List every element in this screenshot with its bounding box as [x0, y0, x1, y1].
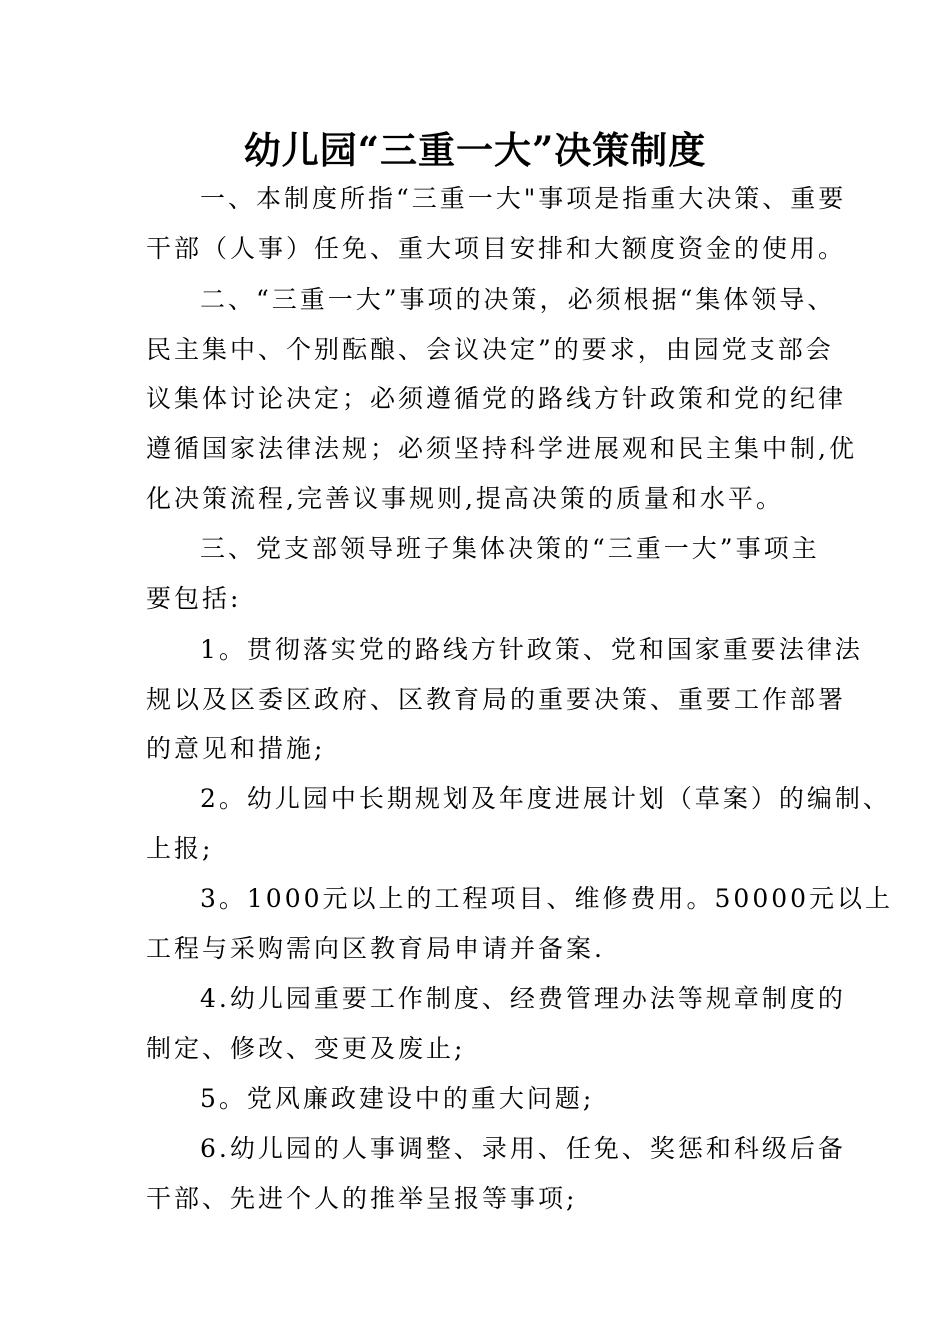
paragraph-2-line-1: 二、“三重一大”事项的决策，必须根据“集体领导、 — [200, 285, 836, 314]
item-5-line-1: 5。党风廉政建设中的重大问题; — [200, 1084, 595, 1113]
item-3-line-1: 3。1000元以上的工程项目、维修费用。50000元以上 — [200, 884, 894, 913]
paragraph-3-line-2: 要包括: — [146, 584, 242, 613]
document-title: 幼儿园“三重一大”决策制度 — [243, 128, 707, 172]
paragraph-2-line-5: 化决策流程,完善议事规则,提高决策的质量和水平。 — [146, 484, 784, 513]
paragraph-3-line-1: 三、党支部领导班子集体决策的“三重一大”事项主 — [200, 534, 820, 563]
paragraph-2-line-2: 民主集中、个别酝酿、会议决定”的要求，由园党支部会 — [146, 335, 834, 364]
item-6-line-1: 6.幼儿园的人事调整、录用、任免、奖惩和科级后备 — [200, 1134, 846, 1163]
item-1-line-1: 1。贯彻落实党的路线方针政策、党和国家重要法律法 — [200, 635, 863, 664]
item-6-line-2: 干部、先进个人的推举呈报等事项; — [146, 1184, 578, 1213]
paragraph-1-line-1: 一、本制度所指“三重一大"事项是指重大决策、重要 — [200, 184, 847, 213]
paragraph-1-line-2: 干部（人事）任免、重大项目安排和大额度资金的使用。 — [146, 234, 847, 263]
item-3-line-2: 工程与采购需向区教育局申请并备案. — [146, 934, 605, 963]
item-2-line-1: 2。幼儿园中长期规划及年度进展计划（草案）的编制、 — [200, 784, 891, 813]
item-4-line-1: 4.幼儿园重要工作制度、经费管理办法等规章制度的 — [200, 984, 846, 1013]
item-4-line-2: 制定、修改、变更及废止; — [146, 1034, 466, 1063]
paragraph-2-line-3: 议集体讨论决定；必须遵循党的路线方针政策和党的纪律 — [146, 384, 847, 413]
item-1-line-2: 规以及区委区政府、区教育局的重要决策、重要工作部署 — [146, 685, 847, 714]
item-1-line-3: 的意见和措施; — [146, 734, 326, 763]
paragraph-2-line-4: 遵循国家法律法规；必须坚持科学进展观和民主集中制,优 — [146, 434, 857, 463]
item-2-line-2: 上报; — [146, 834, 214, 863]
